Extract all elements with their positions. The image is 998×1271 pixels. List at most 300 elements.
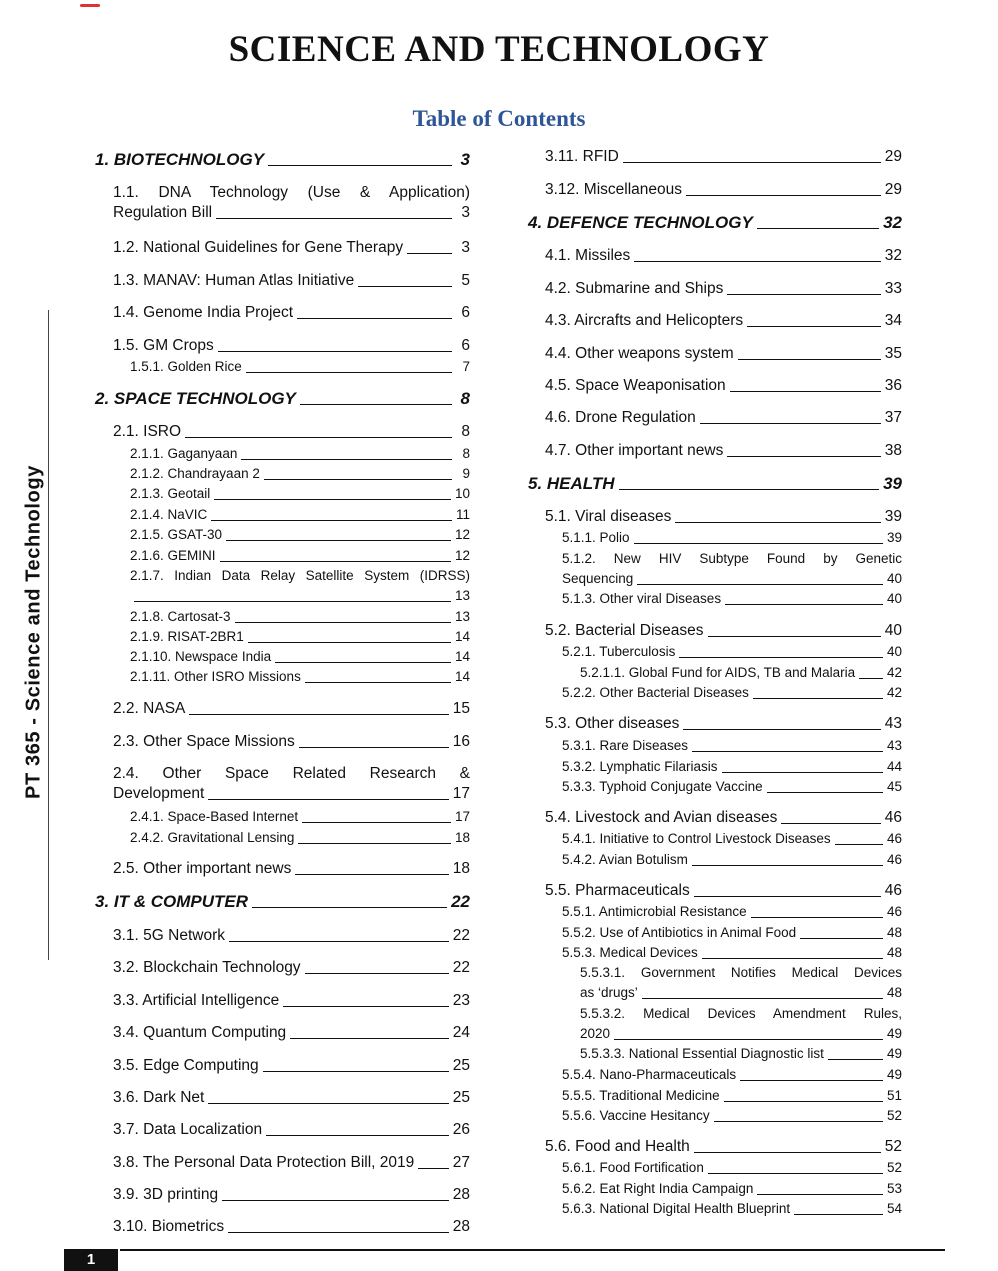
toc-entry-page: 6 xyxy=(461,337,470,354)
footer-divider xyxy=(120,1249,945,1251)
toc-entry-page: 33 xyxy=(884,280,902,297)
toc-entry[interactable] xyxy=(113,1120,470,1140)
toc-entry-label: 3. IT & COMPUTER xyxy=(95,892,249,911)
toc-entry[interactable] xyxy=(130,627,470,647)
toc-entry[interactable] xyxy=(545,714,902,734)
toc-entry-row xyxy=(545,279,902,299)
toc-entry-page: 9 xyxy=(462,466,470,481)
leader-line xyxy=(675,522,880,523)
leader-line xyxy=(692,751,883,752)
toc-entry-row xyxy=(545,808,902,828)
toc-entry[interactable] xyxy=(562,902,902,922)
toc-entry-page: 48 xyxy=(886,925,902,940)
toc-entry-page: 29 xyxy=(884,181,902,198)
toc-entry[interactable] xyxy=(130,667,470,687)
toc-entry[interactable] xyxy=(528,474,902,494)
toc-entry[interactable] xyxy=(95,389,470,409)
toc-entry-page: 27 xyxy=(452,1154,470,1171)
toc-entry[interactable] xyxy=(562,736,902,756)
toc-entry[interactable] xyxy=(113,1056,470,1076)
toc-entry[interactable] xyxy=(113,1185,470,1205)
toc-entry-label: 5.4.1. Initiative to Control Livestock Diseases xyxy=(562,831,831,846)
toc-entry-label: 1.2. National Guidelines for Gene Therapy xyxy=(113,239,404,256)
toc-entry-row xyxy=(580,663,902,683)
toc-heading: Table of Contents xyxy=(412,106,586,131)
toc-entry-row xyxy=(95,892,470,912)
toc-entry-label: 3.11. RFID xyxy=(545,148,619,165)
toc-entry-label: 2.5. Other important news xyxy=(113,860,292,877)
leader-line xyxy=(740,1080,883,1081)
toc-entry-label: 3.10. Biometrics xyxy=(113,1218,225,1235)
toc-entry-row xyxy=(562,683,902,703)
toc-entry[interactable] xyxy=(562,528,902,548)
toc-entry-page: 3 xyxy=(460,150,470,169)
toc-entry-label: 5.3. Other diseases xyxy=(545,715,680,732)
toc-entry-row xyxy=(130,464,470,484)
toc-entry-page: 22 xyxy=(452,927,470,944)
toc-entry-row xyxy=(95,150,470,170)
leader-line xyxy=(637,584,883,585)
toc-entry[interactable] xyxy=(113,1088,470,1108)
toc-entry-row xyxy=(562,777,902,797)
toc-entry-row xyxy=(113,859,470,879)
toc-entry-row xyxy=(562,943,902,963)
toc-entry[interactable] xyxy=(545,311,902,331)
toc-entry-label: 2.4.1. Space-Based Internet xyxy=(130,809,299,824)
leader-line xyxy=(208,1103,448,1104)
toc-entry-label: 2.1.4. NaVIC xyxy=(130,507,208,522)
toc-entry[interactable] xyxy=(562,642,902,662)
leader-line xyxy=(297,318,452,319)
toc-entry-row xyxy=(113,958,470,978)
toc-entry-row xyxy=(113,1185,470,1205)
toc-entry-label: 5.5.4. Nano-Pharmaceuticals xyxy=(562,1067,737,1082)
toc-entry[interactable] xyxy=(113,238,470,258)
toc-entry-row xyxy=(545,344,902,364)
toc-entry-row xyxy=(562,736,902,756)
toc-entry-page: 43 xyxy=(884,715,902,732)
toc-entry-page: 36 xyxy=(884,377,902,394)
toc-entry[interactable] xyxy=(562,1199,902,1219)
leader-line xyxy=(283,1006,448,1007)
toc-entry[interactable] xyxy=(545,279,902,299)
toc-entry[interactable] xyxy=(580,663,902,683)
toc-entry-row xyxy=(130,444,470,464)
toc-entry-label: 1.5.1. Golden Rice xyxy=(130,359,242,374)
toc-entry[interactable] xyxy=(562,829,902,849)
leader-line xyxy=(220,561,451,562)
leader-line xyxy=(747,326,881,327)
toc-entry[interactable] xyxy=(545,147,902,167)
leader-line xyxy=(708,1173,883,1174)
toc-entry-row xyxy=(113,1056,470,1076)
toc-entry-page: 40 xyxy=(886,591,902,606)
leader-line xyxy=(794,1214,883,1215)
toc-entry-row xyxy=(130,828,470,848)
toc-entry-label: 3.1. 5G Network xyxy=(113,927,225,944)
leader-line xyxy=(264,479,452,480)
toc-entry-page: 23 xyxy=(452,992,470,1009)
toc-entry[interactable] xyxy=(580,1044,902,1064)
toc-entry-label: 1. BIOTECHNOLOGY xyxy=(95,150,265,169)
leader-line xyxy=(642,998,883,999)
toc-entry-page: 39 xyxy=(884,508,902,525)
toc-entry-label: 5.5.2. Use of Antibiotics in Animal Food xyxy=(562,925,797,940)
toc-entry[interactable] xyxy=(113,336,470,356)
toc-entry-row xyxy=(580,1024,902,1044)
toc-entry[interactable] xyxy=(562,1065,902,1085)
toc-entry-row xyxy=(113,991,470,1011)
toc-entry[interactable] xyxy=(113,183,470,223)
toc-entry-row xyxy=(130,525,470,545)
toc-entry-label: 3.3. Artificial Intelligence xyxy=(113,992,280,1009)
toc-entry[interactable] xyxy=(113,271,470,291)
toc-entry[interactable] xyxy=(562,1106,902,1126)
toc-entry[interactable] xyxy=(95,150,470,170)
toc-entry[interactable] xyxy=(113,303,470,323)
leader-line xyxy=(235,622,451,623)
toc-entry-page: 32 xyxy=(883,213,902,232)
toc-entry-label: 4.7. Other important news xyxy=(545,442,724,459)
toc-entry-page: 11 xyxy=(455,507,470,522)
toc-entry-row xyxy=(113,336,470,356)
leader-line xyxy=(246,372,452,373)
toc-entry-page: 12 xyxy=(454,527,470,542)
toc-entry-page: 16 xyxy=(452,733,470,750)
toc-entry-row xyxy=(113,1088,470,1108)
toc-entry[interactable] xyxy=(130,484,470,504)
leader-line xyxy=(724,1101,883,1102)
toc-entry-page: 8 xyxy=(460,389,470,408)
leader-line xyxy=(694,1152,881,1153)
toc-entry-page: 32 xyxy=(884,247,902,264)
toc-entry-label: 5. HEALTH xyxy=(528,474,615,493)
leader-line xyxy=(407,253,452,254)
toc-entry[interactable] xyxy=(562,777,902,797)
leader-line xyxy=(781,823,880,824)
toc-entry-page: 6 xyxy=(461,304,470,321)
toc-entry[interactable] xyxy=(130,807,470,827)
toc-entry-row xyxy=(562,1086,902,1106)
toc-entry-page: 8 xyxy=(461,423,470,440)
leader-line xyxy=(266,1135,449,1136)
toc-entry-row xyxy=(545,507,902,527)
toc-entry-page: 14 xyxy=(454,669,470,684)
toc-entry-label: 3.7. Data Localization xyxy=(113,1121,263,1138)
leader-line xyxy=(134,601,451,602)
toc-entry-row xyxy=(580,983,902,1003)
toc-entry-label: 5.5.3.2. Medical Devices Amendment Rules, xyxy=(580,1006,902,1021)
toc-entry[interactable] xyxy=(562,757,902,777)
toc-entry-label: 5.5. Pharmaceuticals xyxy=(545,882,690,899)
toc-entry[interactable] xyxy=(130,357,470,377)
toc-entry-row xyxy=(545,311,902,331)
toc-entry-row xyxy=(130,505,470,525)
leader-line xyxy=(216,218,452,219)
leader-line xyxy=(730,391,881,392)
toc-entry-row xyxy=(113,303,470,323)
toc-entry-row xyxy=(113,699,470,719)
leader-line xyxy=(275,662,451,663)
toc-entry[interactable] xyxy=(562,683,902,703)
toc-entry-row xyxy=(130,546,470,566)
page-number: 1 xyxy=(64,1249,118,1271)
leader-line xyxy=(692,865,883,866)
toc-entry-row xyxy=(130,607,470,627)
toc-entry-label: 5.5.5. Traditional Medicine xyxy=(562,1088,720,1103)
toc-entry-label: 3.2. Blockchain Technology xyxy=(113,959,301,976)
toc-entry-row xyxy=(562,589,902,609)
toc-entry-row xyxy=(113,732,470,752)
leader-line xyxy=(800,938,883,939)
leader-line xyxy=(767,792,883,793)
leader-line xyxy=(725,604,883,605)
toc-entry-label: 2.1.3. Geotail xyxy=(130,486,211,501)
toc-entry-page: 54 xyxy=(886,1201,902,1216)
toc-entry[interactable] xyxy=(545,376,902,396)
toc-entry-row xyxy=(545,621,902,641)
toc-entry-label: 4.1. Missiles xyxy=(545,247,631,264)
toc-entry-row xyxy=(562,1199,902,1219)
toc-entry-row xyxy=(113,1217,470,1237)
leader-line xyxy=(694,896,881,897)
toc-entry[interactable] xyxy=(113,926,470,946)
toc-entry[interactable] xyxy=(580,963,902,1003)
toc-entry-page: 42 xyxy=(886,665,902,680)
toc-entry-label: 5.1.2. New HIV Subtype Found by Genetic xyxy=(562,551,902,566)
toc-entry-row xyxy=(113,1120,470,1140)
leader-line xyxy=(714,1121,883,1122)
leader-line xyxy=(208,799,448,800)
toc-entry[interactable] xyxy=(113,699,470,719)
toc-entry-row xyxy=(545,246,902,266)
toc-entry-label: 1.1. DNA Technology (Use & Application) xyxy=(113,184,470,201)
leader-line xyxy=(619,489,880,490)
leader-line xyxy=(835,844,883,845)
leader-line xyxy=(686,195,881,196)
toc-entry-label: 4.3. Aircrafts and Helicopters xyxy=(545,312,744,329)
toc-entry-label: 5.5.1. Antimicrobial Resistance xyxy=(562,904,747,919)
toc-entry-label: 1.3. MANAV: Human Atlas Initiative xyxy=(113,272,355,289)
leader-line xyxy=(418,1168,448,1169)
toc-entry-row xyxy=(562,642,902,662)
toc-entry-row xyxy=(528,213,902,233)
toc-entry-page: 46 xyxy=(886,831,902,846)
toc-entry-label: 5.3.3. Typhoid Conjugate Vaccine xyxy=(562,779,763,794)
toc-entry-row xyxy=(562,1179,902,1199)
toc-entry[interactable] xyxy=(95,892,470,912)
leader-line xyxy=(302,822,451,823)
toc-entry-label: 5.1.3. Other viral Diseases xyxy=(562,591,722,606)
toc-entry-label: 2. SPACE TECHNOLOGY xyxy=(95,389,296,408)
toc-entry-row xyxy=(113,271,470,291)
leader-line xyxy=(268,165,452,166)
toc-entry-label: 2.1.5. GSAT-30 xyxy=(130,527,223,542)
toc-entry-row xyxy=(545,147,902,167)
toc-entry-label: 5.2.1.1. Global Fund for AIDS, TB and Malaria xyxy=(580,665,856,680)
toc-entry-page: 40 xyxy=(886,644,902,659)
toc-entry-label: 2.1.7. Indian Data Relay Satellite System (IDRSS) xyxy=(130,568,470,583)
toc-entry-page: 18 xyxy=(454,830,470,845)
toc-entry[interactable] xyxy=(130,464,470,484)
toc-entry-label: 5.5.3.1. Government Notifies Medical Devices xyxy=(580,965,902,980)
leader-line xyxy=(623,162,881,163)
toc-entry[interactable] xyxy=(528,213,902,233)
leader-line xyxy=(757,228,879,229)
toc-entry-label-cont: 2020 xyxy=(580,1026,611,1041)
toc-entry[interactable] xyxy=(545,507,902,527)
toc-entry[interactable] xyxy=(130,607,470,627)
toc-entry-row xyxy=(562,829,902,849)
toc-entry-label: 2.2. NASA xyxy=(113,700,186,717)
toc-entry[interactable] xyxy=(113,764,470,804)
leader-line xyxy=(290,1038,449,1039)
leader-line xyxy=(727,456,880,457)
toc-entry[interactable] xyxy=(130,828,470,848)
toc-entry-label: 5.2. Bacterial Diseases xyxy=(545,622,704,639)
toc-entry[interactable] xyxy=(113,1023,470,1043)
leader-line xyxy=(189,714,448,715)
toc-entry-row xyxy=(113,238,470,258)
toc-entry-page: 14 xyxy=(454,629,470,644)
leader-line xyxy=(214,499,451,500)
toc-entry-label: 5.1.1. Polio xyxy=(562,530,630,545)
toc-entry-page: 3 xyxy=(461,204,470,221)
toc-entry-row xyxy=(130,357,470,377)
leader-line xyxy=(828,1059,883,1060)
toc-entry-row xyxy=(562,902,902,922)
leader-line xyxy=(727,294,880,295)
leader-line xyxy=(738,359,881,360)
toc-entry-row xyxy=(562,1106,902,1126)
toc-entry-label: 5.4. Livestock and Avian diseases xyxy=(545,809,778,826)
toc-entry[interactable] xyxy=(562,549,902,589)
toc-entry-page: 26 xyxy=(452,1121,470,1138)
toc-entry-row xyxy=(130,647,470,667)
leader-line xyxy=(299,747,449,748)
toc-entry-row xyxy=(562,757,902,777)
toc-entry-label: 2.1.6. GEMINI xyxy=(130,548,216,563)
toc-entry[interactable] xyxy=(562,943,902,963)
toc-entry[interactable] xyxy=(545,881,902,901)
leader-line xyxy=(229,941,449,942)
toc-entry[interactable] xyxy=(113,1217,470,1237)
toc-entry-label: 3.9. 3D printing xyxy=(113,1186,219,1203)
toc-entry-page: 18 xyxy=(452,860,470,877)
toc-entry[interactable] xyxy=(130,444,470,464)
toc-entry-page: 28 xyxy=(452,1186,470,1203)
toc-entry-page: 48 xyxy=(886,945,902,960)
toc-entry-page: 13 xyxy=(454,588,470,603)
toc-entry-label: 3.5. Edge Computing xyxy=(113,1057,259,1074)
toc-entry[interactable] xyxy=(113,958,470,978)
toc-entry-page: 46 xyxy=(884,882,902,899)
toc-entry[interactable] xyxy=(130,566,470,606)
toc-entry-page: 53 xyxy=(886,1181,902,1196)
toc-entry-page: 49 xyxy=(886,1046,902,1061)
toc-entry[interactable] xyxy=(545,344,902,364)
toc-entry[interactable] xyxy=(562,850,902,870)
toc-entry-row xyxy=(545,881,902,901)
toc-entry-row xyxy=(562,1065,902,1085)
toc-entry[interactable] xyxy=(562,1179,902,1199)
toc-entry-label: 5.3.1. Rare Diseases xyxy=(562,738,689,753)
toc-entry-row xyxy=(113,1023,470,1043)
toc-entry[interactable] xyxy=(562,923,902,943)
toc-entry-row xyxy=(130,667,470,687)
toc-entry-page: 39 xyxy=(886,530,902,545)
toc-entry-label: 2.4. Other Space Related Research & xyxy=(113,765,470,782)
toc-entry[interactable] xyxy=(562,1086,902,1106)
toc-entry-row xyxy=(130,484,470,504)
toc-entry-row xyxy=(562,850,902,870)
toc-entry-label: 4.2. Submarine and Ships xyxy=(545,280,724,297)
toc-entry-row xyxy=(528,474,902,494)
toc-entry-row xyxy=(113,422,470,442)
toc-entry-label: 3.4. Quantum Computing xyxy=(113,1024,287,1041)
toc-entry-page: 46 xyxy=(886,904,902,919)
toc-entry-page: 5 xyxy=(461,272,470,289)
toc-entry[interactable] xyxy=(580,1004,902,1044)
toc-entry[interactable] xyxy=(130,505,470,525)
toc-entry-label-cont: Development xyxy=(113,785,205,802)
toc-entry[interactable] xyxy=(562,1158,902,1178)
toc-entry-label: 3.6. Dark Net xyxy=(113,1089,205,1106)
toc-entry[interactable] xyxy=(130,546,470,566)
toc-entry[interactable] xyxy=(545,621,902,641)
toc-entry-page: 43 xyxy=(886,738,902,753)
toc-entry-page: 3 xyxy=(461,239,470,256)
toc-entry-page: 42 xyxy=(886,685,902,700)
toc-entry-page: 35 xyxy=(884,345,902,362)
toc-entry-label: 2.1.9. RISAT-2BR1 xyxy=(130,629,244,644)
toc-entry-label: 4.6. Drone Regulation xyxy=(545,409,696,426)
toc-entry[interactable] xyxy=(545,808,902,828)
toc-entry-page: 22 xyxy=(452,959,470,976)
toc-entry-label: 5.6.1. Food Fortification xyxy=(562,1160,704,1175)
toc-entry-row xyxy=(130,807,470,827)
toc-entry-label: 5.2.1. Tuberculosis xyxy=(562,644,676,659)
toc-entry[interactable] xyxy=(545,180,902,200)
leader-line xyxy=(295,874,448,875)
toc-entry-label: 4.4. Other weapons system xyxy=(545,345,734,362)
toc-entry[interactable] xyxy=(562,589,902,609)
toc-entry[interactable] xyxy=(113,732,470,752)
toc-entry[interactable] xyxy=(113,1153,470,1173)
toc-entry-page: 44 xyxy=(886,759,902,774)
toc-entry[interactable] xyxy=(545,246,902,266)
toc-entry[interactable] xyxy=(130,525,470,545)
toc-entry[interactable] xyxy=(113,859,470,879)
leader-line xyxy=(185,437,452,438)
toc-entry[interactable] xyxy=(113,422,470,442)
toc-entry-page: 7 xyxy=(462,359,470,374)
toc-entry[interactable] xyxy=(545,441,902,461)
toc-entry-label: 2.1.11. Other ISRO Missions xyxy=(130,669,301,684)
toc-entry-label: 5.5.6. Vaccine Hesitancy xyxy=(562,1108,710,1123)
toc-entry[interactable] xyxy=(545,408,902,428)
toc-entry[interactable] xyxy=(545,1137,902,1157)
toc-entry-label: 4.5. Space Weaponisation xyxy=(545,377,726,394)
side-label: PT 365 - Science and Technology xyxy=(22,465,45,799)
toc-entry[interactable] xyxy=(113,991,470,1011)
toc-entry-row xyxy=(580,1044,902,1064)
toc-entry-label: 2.1.8. Cartosat-3 xyxy=(130,609,231,624)
toc-entry-page: 51 xyxy=(886,1088,902,1103)
toc-entry-label: 2.1.2. Chandrayaan 2 xyxy=(130,466,260,481)
toc-entry[interactable] xyxy=(130,647,470,667)
leader-line xyxy=(702,958,883,959)
